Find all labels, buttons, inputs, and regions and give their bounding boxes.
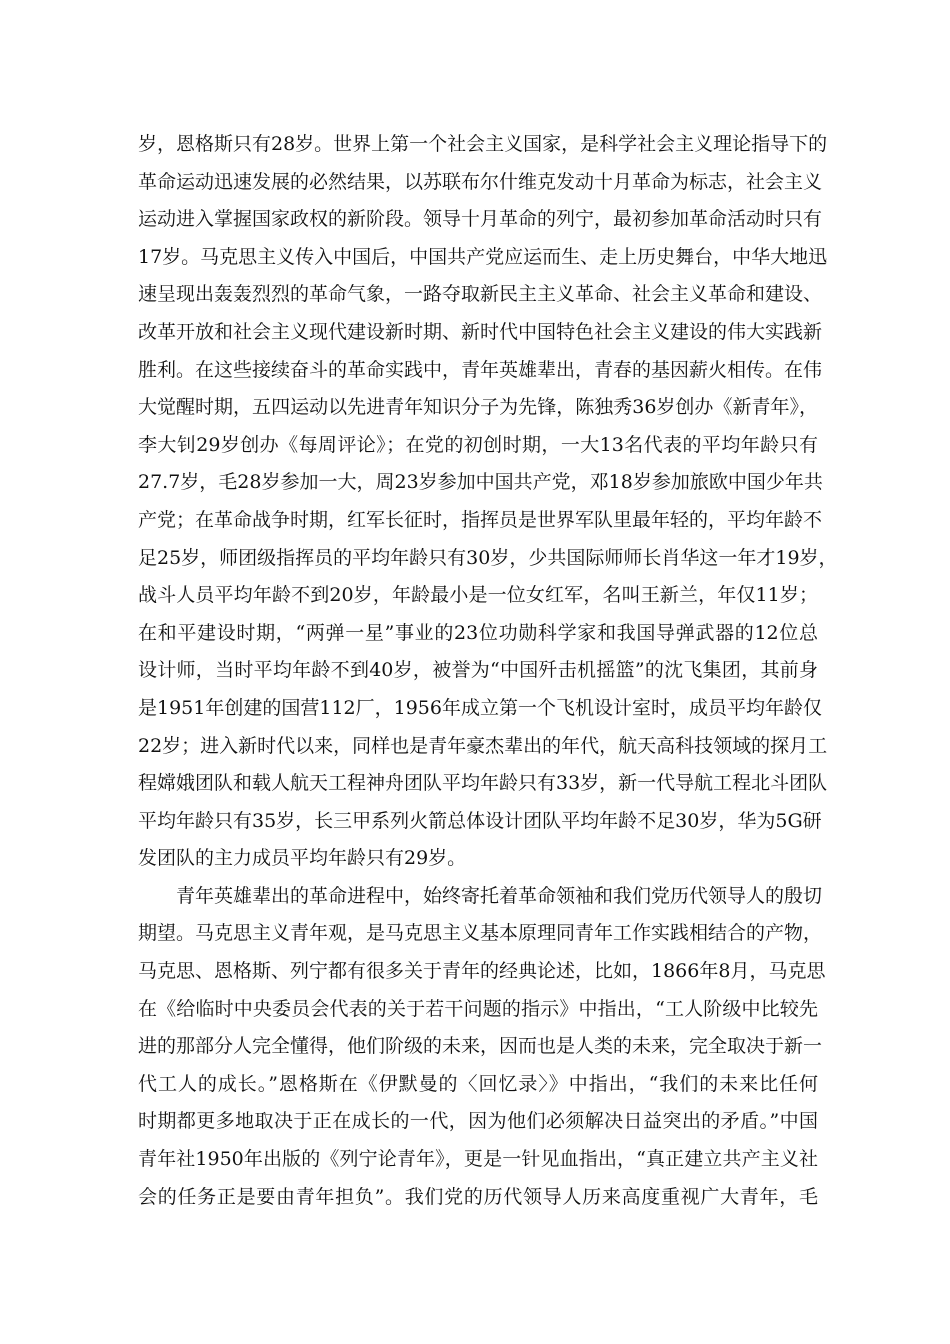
text-line: 岁，恩格斯只有28岁。世界上第一个社会主义国家，是科学社会主义理论指导下的 [138,133,828,155]
text-line: 代工人的成长。”恩格斯在《伊默曼的〈回忆录〉》中指出，“我们的未来比任何 [138,1072,818,1095]
text-line: 是1951年创建的国营112厂，1956年成立第一个飞机设计室时，成员平均年龄仅 [138,696,822,719]
body-text [138,126,838,1216]
text-line: 27.7岁，毛28岁参加一大，周23岁参加中国共产党，邓18岁参加旅欧中国少年共 [138,471,823,494]
text-line: 大觉醒时期，五四运动以先进青年知识分子为先锋，陈独秀36岁创办《新青年》， [138,396,818,419]
text-line: 改革开放和社会主义现代建设新时期、新时代中国特色社会主义建设的伟大实践新 [138,320,823,343]
text-line: 17岁。马克思主义传入中国后，中国共产党应运而生、走上历史舞台，中华大地迅 [138,245,828,268]
text-line: 设计师，当时平均年龄不到40岁，被誉为“中国歼击机摇篮”的沈飞集团，其前身 [138,659,818,682]
text-line-paragraph-start: 青年英雄辈出的革命进程中，始终寄托着革命领袖和我们党历代领导人的殷切 [176,884,823,907]
text-line: 在《给临时中央委员会代表的关于若干问题的指示》中指出，“工人阶级中比较先 [138,997,818,1020]
text-line: 李大钊29岁创办《每周评论》；在党的初创时期，一大13名代表的平均年龄只有 [138,433,818,456]
text-line: 运动进入掌握国家政权的新阶段。领导十月革命的列宁，最初参加革命活动时只有 [138,208,823,231]
text-line: 时期都更多地取决于正在成长的一代，因为他们必须解决日益突出的矛盾。”中国 [138,1110,818,1133]
text-line: 足25岁，师团级指挥员的平均年龄只有30岁，少共国际师师长肖华这一年才19岁， [138,546,838,569]
text-line: 在和平建设时期，“两弹一星”事业的23位功勋科学家和我国导弹武器的12位总 [138,621,818,644]
text-line: 程嫦娥团队和载人航天工程神舟团队平均年龄只有33岁，新一代导航工程北斗团队 [138,772,828,795]
text-line: 期望。马克思主义青年观，是马克思主义基本原理同青年工作实践相结合的产物， [138,922,823,945]
text-line: 战斗人员平均年龄不到20岁，年龄最小是一位女红军，名叫王新兰，年仅11岁； [138,584,818,607]
text-line: 22岁；进入新时代以来，同样也是青年豪杰辈出的年代，航天高科技领域的探月工 [138,734,828,757]
text-line: 胜利。在这些接续奋斗的革命实践中，青年英雄辈出，青春的基因薪火相传。在伟 [138,358,823,381]
text-line: 马克思、恩格斯、列宁都有很多关于青年的经典论述，比如，1866年8月，马克思 [138,960,826,983]
text-line: 平均年龄只有35岁，长三甲系列火箭总体设计团队平均年龄不足30岁，华为5G研 [138,809,822,832]
text-line-paragraph-end: 发团队的主力成员平均年龄只有29岁。 [138,847,467,870]
text-line: 进的那部分人完全懂得，他们阶级的未来，因而也是人类的未来，完全取决于新一 [138,1035,823,1058]
text-line: 会的任务正是要由青年担负”。我们党的历代领导人历来高度重视广大青年，毛 [138,1185,818,1208]
text-line: 产党；在革命战争时期，红军长征时，指挥员是世界军队里最年轻的，平均年龄不 [138,508,823,531]
text-line: 革命运动迅速发展的必然结果，以苏联布尔什维克发动十月革命为标志，社会主义 [138,170,823,193]
text-line: 速呈现出轰轰烈烈的革命气象，一路夺取新民主主义革命、社会主义革命和建设、 [138,283,823,306]
text-line: 青年社1950年出版的《列宁论青年》，更是一针见血指出，“真正建立共产主义社 [138,1148,818,1171]
